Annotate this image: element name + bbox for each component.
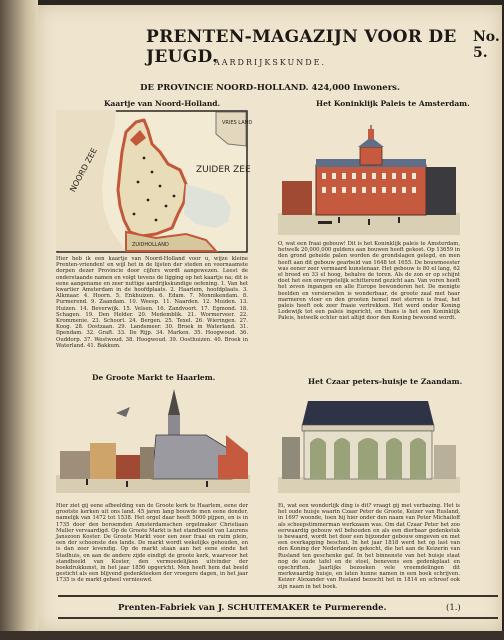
palace-caption: Het Koninklijk Paleis te Amsterdam. — [316, 99, 470, 108]
palace-text: O, wat een fraai gebouw! Dit is het Koninklijk paleis te Amsterdam, hetwelk 20,000,000 guldens aan bouwen heeft gekost. Op 13659 in den grond geheide palen worden de grondslagen gelegd, en men heeft aan dit gebouw gearbeid van 1648 tot 1655. De bouwmeester was eener zeer vermaard kunstenaar. Het gebouw is 80 el lang, 62 el breed en 33 el hoog, behalve de toren. Als de zon er op schijnt doet het een onvergetelijk schitterend gezicht aan. Van voren heeft het zeven ingangen en alle Europe bewonderen het. De menigte beelden en versierselen is wonderbaar, de groote zaal met haar marmeren vloer en den grooten hemel met sterren is fraai, het paleis heeft ook zeer fraaie vertrekken. Het werd onder Koning Lodewijk tot een paleis ingericht, en thans is het een Koninklijk Paleis, hetwelk echter niet altijd door den Koning bewoond wordt. — [278, 241, 460, 322]
issue-number: No. 5. — [473, 29, 500, 61]
print-sheet — [38, 5, 502, 631]
zuidholland-label: ZUIDHOLLAND — [132, 242, 169, 248]
house-caption: Het Czaar peters-huisje te Zaandam. — [308, 377, 463, 386]
market-text: Hier ziet gij eene afbeelding van de Groote kerk te Haarlem, eene der grootste kerken uit ons land. 45 jaren lang bouwde men eene donder, namelijk van 1472 tot 1538. Het orgel daar heeft 5000 pijpen, en is in 1735 door den beroemden Amsterdamschen orgelmaker Christiaan Muller vervaardigd. Op de Groote Markt is het standbeeld van Laurens Janszoon Koster. De Groote Markt voor een zeer fraai en ruim plein, een der schoonste des lands. De markt wordt wekelijks gehouden, en is dan zeer levendig. Op de markt staan aan het eene einde het Stadhuis, en aan de andere zijde eindigt de groote kerk, waarvoor het standbeeld van Koster, den vermoedelijken uitvinder der boekdrukkunst, in het jaar 1856 opgericht. Men heeft hem dat beeld gesticht als een blijvend gedenkteeken der vroegere dagen, in het jaar 1735 is de markt geheel vernieuwd. — [56, 503, 248, 584]
noord-holland-map — [56, 110, 253, 253]
map-text: Hier heb ik een kaartje van Noord-Holland voor u, wijze kleine Prenten-vrienden! en wijl het in de lijsten der steden en voornaamste dorpen dezer Provincie door cijfers wordt aangewezen. Leest de onderstaande namen en volgt tevens de ligging op het kaartje na; dit is eene aangename en zeer nuttige aardrijkskundige oefening. 1. Van het kwartier Amsterdam in de hoofdplaats. 2. Haarlem, hoofdplaats. 3. Alkmaar. 4. Hoorn. 5. Enkhuizen. 6. Edam. 7. Monnikendam. 8. Purmerend. 9. Zaandam. 10. Weesp. 11. Naarden. 12. Muiden. 13. Huizen. 14. Beverwijk. 15. Velsen. 16. Zandvoort. 17. Egmond. 18. Schagen. 19. Den Helder. 20. Medemblik. 21. Wormerveer. 22. Krommenie. 23. Schoorl. 24. Bergen. 25. Texel. 26. Wieringen. 27. Koog. 28. Oostzaan. 29. Landsmeer. 30. Broek in Waterland. 31. Ilpendam. 32. Graft. 33. De Rijp. 34. Marken. 35. Hoogwoud. 36. Ouddorp. 37. Westwoud. 38. Hoogwoud. 39. Oosthuizen. 40. Broek in Waterland. 41. Bakkum. — [56, 256, 248, 349]
vriesland-label: VRIES LAND — [222, 120, 253, 126]
province-heading: DE PROVINCIE NOORD-HOLLAND. 424,000 Inwoners. — [140, 83, 400, 93]
page-title: PRENTEN-MAGAZIJN VOOR DE JEUGD. — [146, 27, 457, 67]
market-caption: De Groote Markt te Haarlem. — [92, 373, 216, 382]
subject-subtitle: AARDRIJKSKUNDE. — [213, 58, 327, 67]
publisher-footer: Prenten-Fabriek van J. SCHUITEMAKER te Purmerende. — [118, 603, 387, 613]
footer-rule-bottom — [58, 617, 498, 619]
paper-edge-left — [0, 0, 38, 640]
footer-rule-top — [58, 595, 498, 597]
map-caption: Kaartje van Noord-Holland. — [104, 99, 221, 108]
paper-edge-bottom — [0, 631, 504, 640]
royal-palace-illustration — [278, 125, 460, 235]
noord-zee-label: NOORD ZEE — [68, 146, 99, 194]
page-number: (1.) — [446, 603, 461, 613]
haarlem-market-illustration — [56, 385, 250, 493]
zuider-zee-label: ZUIDER ZEE — [196, 165, 251, 175]
house-text: Ei, wat een wonderlijk ding is dit? vraagt gij met verbazing. Het is het oude huisje waarin Czaar Peter de Groote, Keizer van Rusland, in 1697 woonde, toen hij hier onder den naam van Peter Michailoff als scheepstimmerman werkzaam was. Om dat Czaar Peter het zoo eerwaardig gebouw wil behouden en als een dierbaar gedenkstuk is bewaard, wordt het door een bijzonder gebouw omgeven en met een overkapping beschut. In het jaar 1818 werd het op last van den Koning der Nederlanden gekocht, die het aan de Keizerin van Rusland ten geschenke gaf. In het binnenste van het huisje staat nog de oude tafel en de stoel, benevens een gedenkplaat en opschriften. Jaarlijks bezoeken vele vreemdelingen dit merkwaardig huisje, en laten hunne namen in een boek schrijven. Keizer Alexander van Rusland bezocht het in 1814 en schreef ook zijn naam in het boek. — [278, 503, 460, 590]
czar-peter-house-illustration — [278, 397, 460, 493]
